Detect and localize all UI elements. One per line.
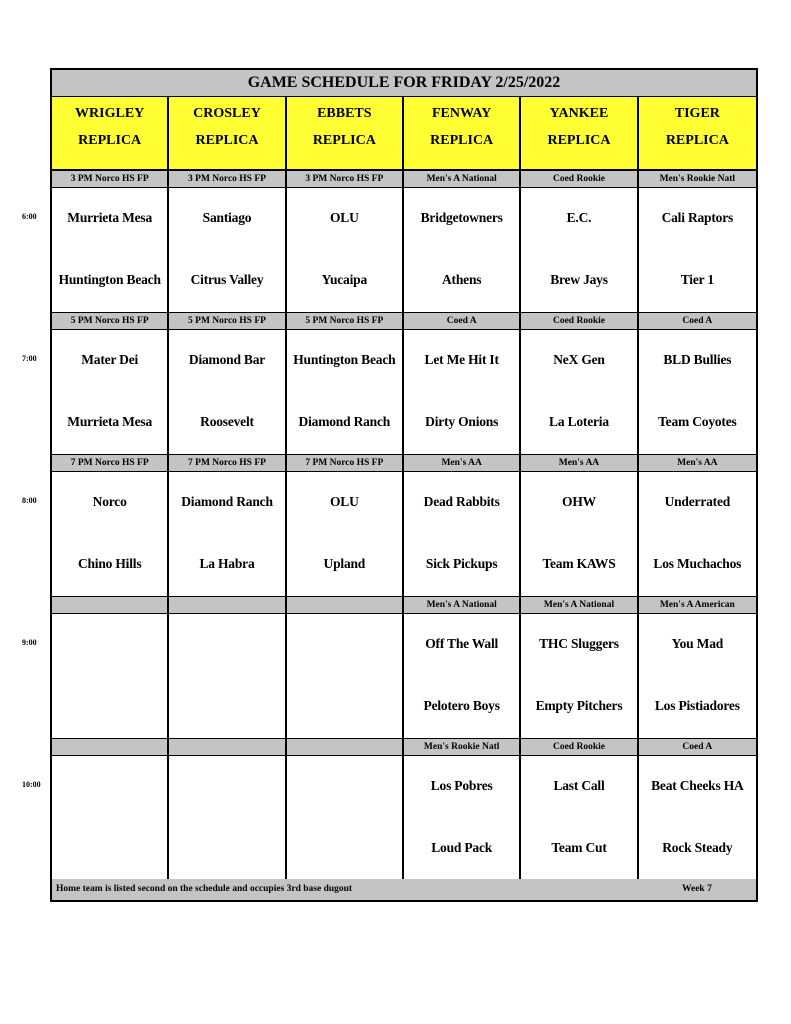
game-cell (52, 756, 169, 880)
home-team: Huntington Beach (58, 272, 161, 287)
home-team: Team Coyotes (658, 414, 737, 429)
division-label (52, 597, 169, 613)
schedule-sheet (50, 68, 758, 902)
away-team: Dead Rabbits (423, 494, 500, 509)
game-cell (169, 614, 286, 738)
division-label (169, 739, 286, 755)
division-label: Men's A National (404, 597, 521, 613)
game-cell (169, 188, 286, 312)
division-row (52, 739, 756, 756)
home-team: Team Cut (551, 840, 607, 855)
game-cell (52, 614, 169, 738)
away-team: Diamond Ranch (181, 494, 273, 509)
field-sub: REPLICA (430, 133, 494, 148)
field-wrigley (52, 97, 169, 169)
away-team: Last Call (553, 778, 605, 793)
field-sub: REPLICA (665, 133, 729, 148)
away-team: OLU (330, 494, 359, 509)
home-team: Murrieta Mesa (67, 414, 153, 429)
games-row (52, 614, 756, 740)
division-label: 5 PM Norco HS FP (287, 313, 404, 329)
time-label: 7:00 (22, 354, 37, 363)
away-team: Murrieta Mesa (67, 210, 153, 225)
game-cell (404, 472, 521, 596)
home-team: Upland (323, 556, 366, 571)
game-cell (521, 614, 638, 738)
home-team: Pelotero Boys (423, 698, 500, 713)
division-label: 3 PM Norco HS FP (52, 171, 169, 187)
game-cell (287, 756, 404, 880)
field-name: WRIGLEY (75, 106, 145, 121)
home-team: Empty Pitchers (535, 698, 623, 713)
home-team: Tier 1 (680, 272, 714, 287)
away-team: BLD Bullies (663, 352, 732, 367)
field-name: EBBETS (317, 106, 372, 121)
division-label: Men's Rookie Natl (404, 739, 521, 755)
game-cell (639, 188, 756, 312)
division-label: 7 PM Norco HS FP (52, 455, 169, 471)
division-row (52, 313, 756, 330)
footer-bar (52, 879, 756, 900)
game-cell (639, 472, 756, 596)
division-label: Men's A National (404, 171, 521, 187)
division-label: Coed Rookie (521, 171, 638, 187)
home-team: Yucaipa (321, 272, 368, 287)
footer-note: Home team is listed second on the schedule and occupies 3rd base dugout (56, 884, 353, 894)
away-team: Underrated (664, 494, 731, 509)
home-team: Roosevelt (200, 414, 254, 429)
games-row (52, 188, 756, 314)
game-cell (521, 330, 638, 454)
division-label (287, 597, 404, 613)
game-cell (404, 614, 521, 738)
division-label (287, 739, 404, 755)
division-label: 7 PM Norco HS FP (287, 455, 404, 471)
away-team: Mater Dei (81, 352, 139, 367)
away-team: Beat Cheeks HA (651, 778, 744, 793)
home-team: Los Pistiadores (654, 698, 740, 713)
home-team: Team KAWS (542, 556, 616, 571)
division-label: Coed A (682, 316, 713, 326)
division-label (169, 597, 286, 613)
field-ebbets (287, 97, 404, 169)
week-label: Week 7 (682, 884, 712, 894)
away-team: You Mad (671, 636, 724, 651)
division-row (52, 171, 756, 188)
time-label: 10:00 (22, 780, 41, 789)
game-cell (521, 188, 638, 312)
home-team: La Habra (199, 556, 255, 571)
away-team: Santiago (202, 210, 252, 225)
division-label: Men's Rookie Natl (659, 174, 736, 184)
home-team: Los Muchachos (653, 556, 742, 571)
field-header-row (52, 97, 756, 171)
division-label: Coed A (404, 313, 521, 329)
home-team: Chino Hills (77, 556, 142, 571)
home-team: Athens (442, 272, 482, 287)
away-team: NeX Gen (553, 352, 605, 367)
away-team: Los Pobres (430, 778, 493, 793)
division-label: 3 PM Norco HS FP (169, 171, 286, 187)
games-row (52, 756, 756, 882)
game-cell (639, 330, 756, 454)
division-row (52, 455, 756, 472)
field-name: FENWAY (431, 106, 492, 121)
division-label: 5 PM Norco HS FP (169, 313, 286, 329)
game-cell (169, 756, 286, 880)
division-label: Men's AA (677, 458, 718, 468)
field-name: CROSLEY (193, 106, 261, 121)
game-cell (287, 330, 404, 454)
game-cell (404, 188, 521, 312)
game-cell (287, 614, 404, 738)
game-cell (52, 188, 169, 312)
field-tiger (639, 97, 756, 169)
time-label: 8:00 (22, 496, 37, 505)
away-team: E.C. (566, 210, 592, 225)
game-cell (639, 614, 756, 738)
game-cell (404, 330, 521, 454)
away-team: OHW (562, 494, 596, 509)
game-cell (169, 472, 286, 596)
away-team: Huntington Beach (293, 352, 396, 367)
field-name: YANKEE (549, 106, 609, 121)
game-cell (639, 756, 756, 880)
game-cell (404, 756, 521, 880)
field-sub: REPLICA (78, 133, 142, 148)
away-team: Let Me Hit It (424, 352, 499, 367)
division-label: Men's AA (521, 455, 638, 471)
home-team: Rock Steady (662, 840, 733, 855)
away-team: Bridgetowners (420, 210, 503, 225)
field-sub: REPLICA (312, 133, 376, 148)
division-row (52, 597, 756, 614)
game-cell (169, 330, 286, 454)
away-team: Norco (92, 494, 127, 509)
field-yankee (521, 97, 638, 169)
division-label: Coed Rookie (521, 739, 638, 755)
home-team: Citrus Valley (190, 272, 264, 287)
division-label: Men's A National (521, 597, 638, 613)
division-label: 3 PM Norco HS FP (287, 171, 404, 187)
field-sub: REPLICA (195, 133, 259, 148)
schedule-title: GAME SCHEDULE FOR FRIDAY 2/25/2022 (52, 70, 756, 97)
field-crosley (169, 97, 286, 169)
home-team: Brew Jays (550, 272, 608, 287)
away-team: Cali Raptors (661, 210, 734, 225)
home-team: Loud Pack (431, 840, 493, 855)
field-sub: REPLICA (547, 133, 611, 148)
home-team: La Loteria (549, 414, 609, 429)
division-label: Men's AA (404, 455, 521, 471)
away-team: OLU (330, 210, 359, 225)
away-team: Diamond Bar (188, 352, 266, 367)
division-label: Men's A American (659, 600, 735, 610)
time-label: 9:00 (22, 638, 37, 647)
home-team: Sick Pickups (425, 556, 498, 571)
game-cell (287, 188, 404, 312)
division-label: Coed Rookie (521, 313, 638, 329)
games-row (52, 330, 756, 456)
time-label: 6:00 (22, 212, 37, 221)
game-cell (287, 472, 404, 596)
home-team: Dirty Onions (425, 414, 499, 429)
game-cell (521, 756, 638, 880)
field-fenway (404, 97, 521, 169)
field-name: TIGER (674, 106, 720, 121)
home-team: Diamond Ranch (298, 414, 391, 429)
game-cell (521, 472, 638, 596)
games-row (52, 472, 756, 598)
away-team: Off The Wall (425, 636, 499, 651)
division-label: Coed A (682, 742, 713, 752)
division-label (52, 739, 169, 755)
game-cell (52, 330, 169, 454)
away-team: THC Sluggers (539, 636, 619, 651)
division-label: 5 PM Norco HS FP (52, 313, 169, 329)
game-cell (52, 472, 169, 596)
division-label: 7 PM Norco HS FP (169, 455, 286, 471)
